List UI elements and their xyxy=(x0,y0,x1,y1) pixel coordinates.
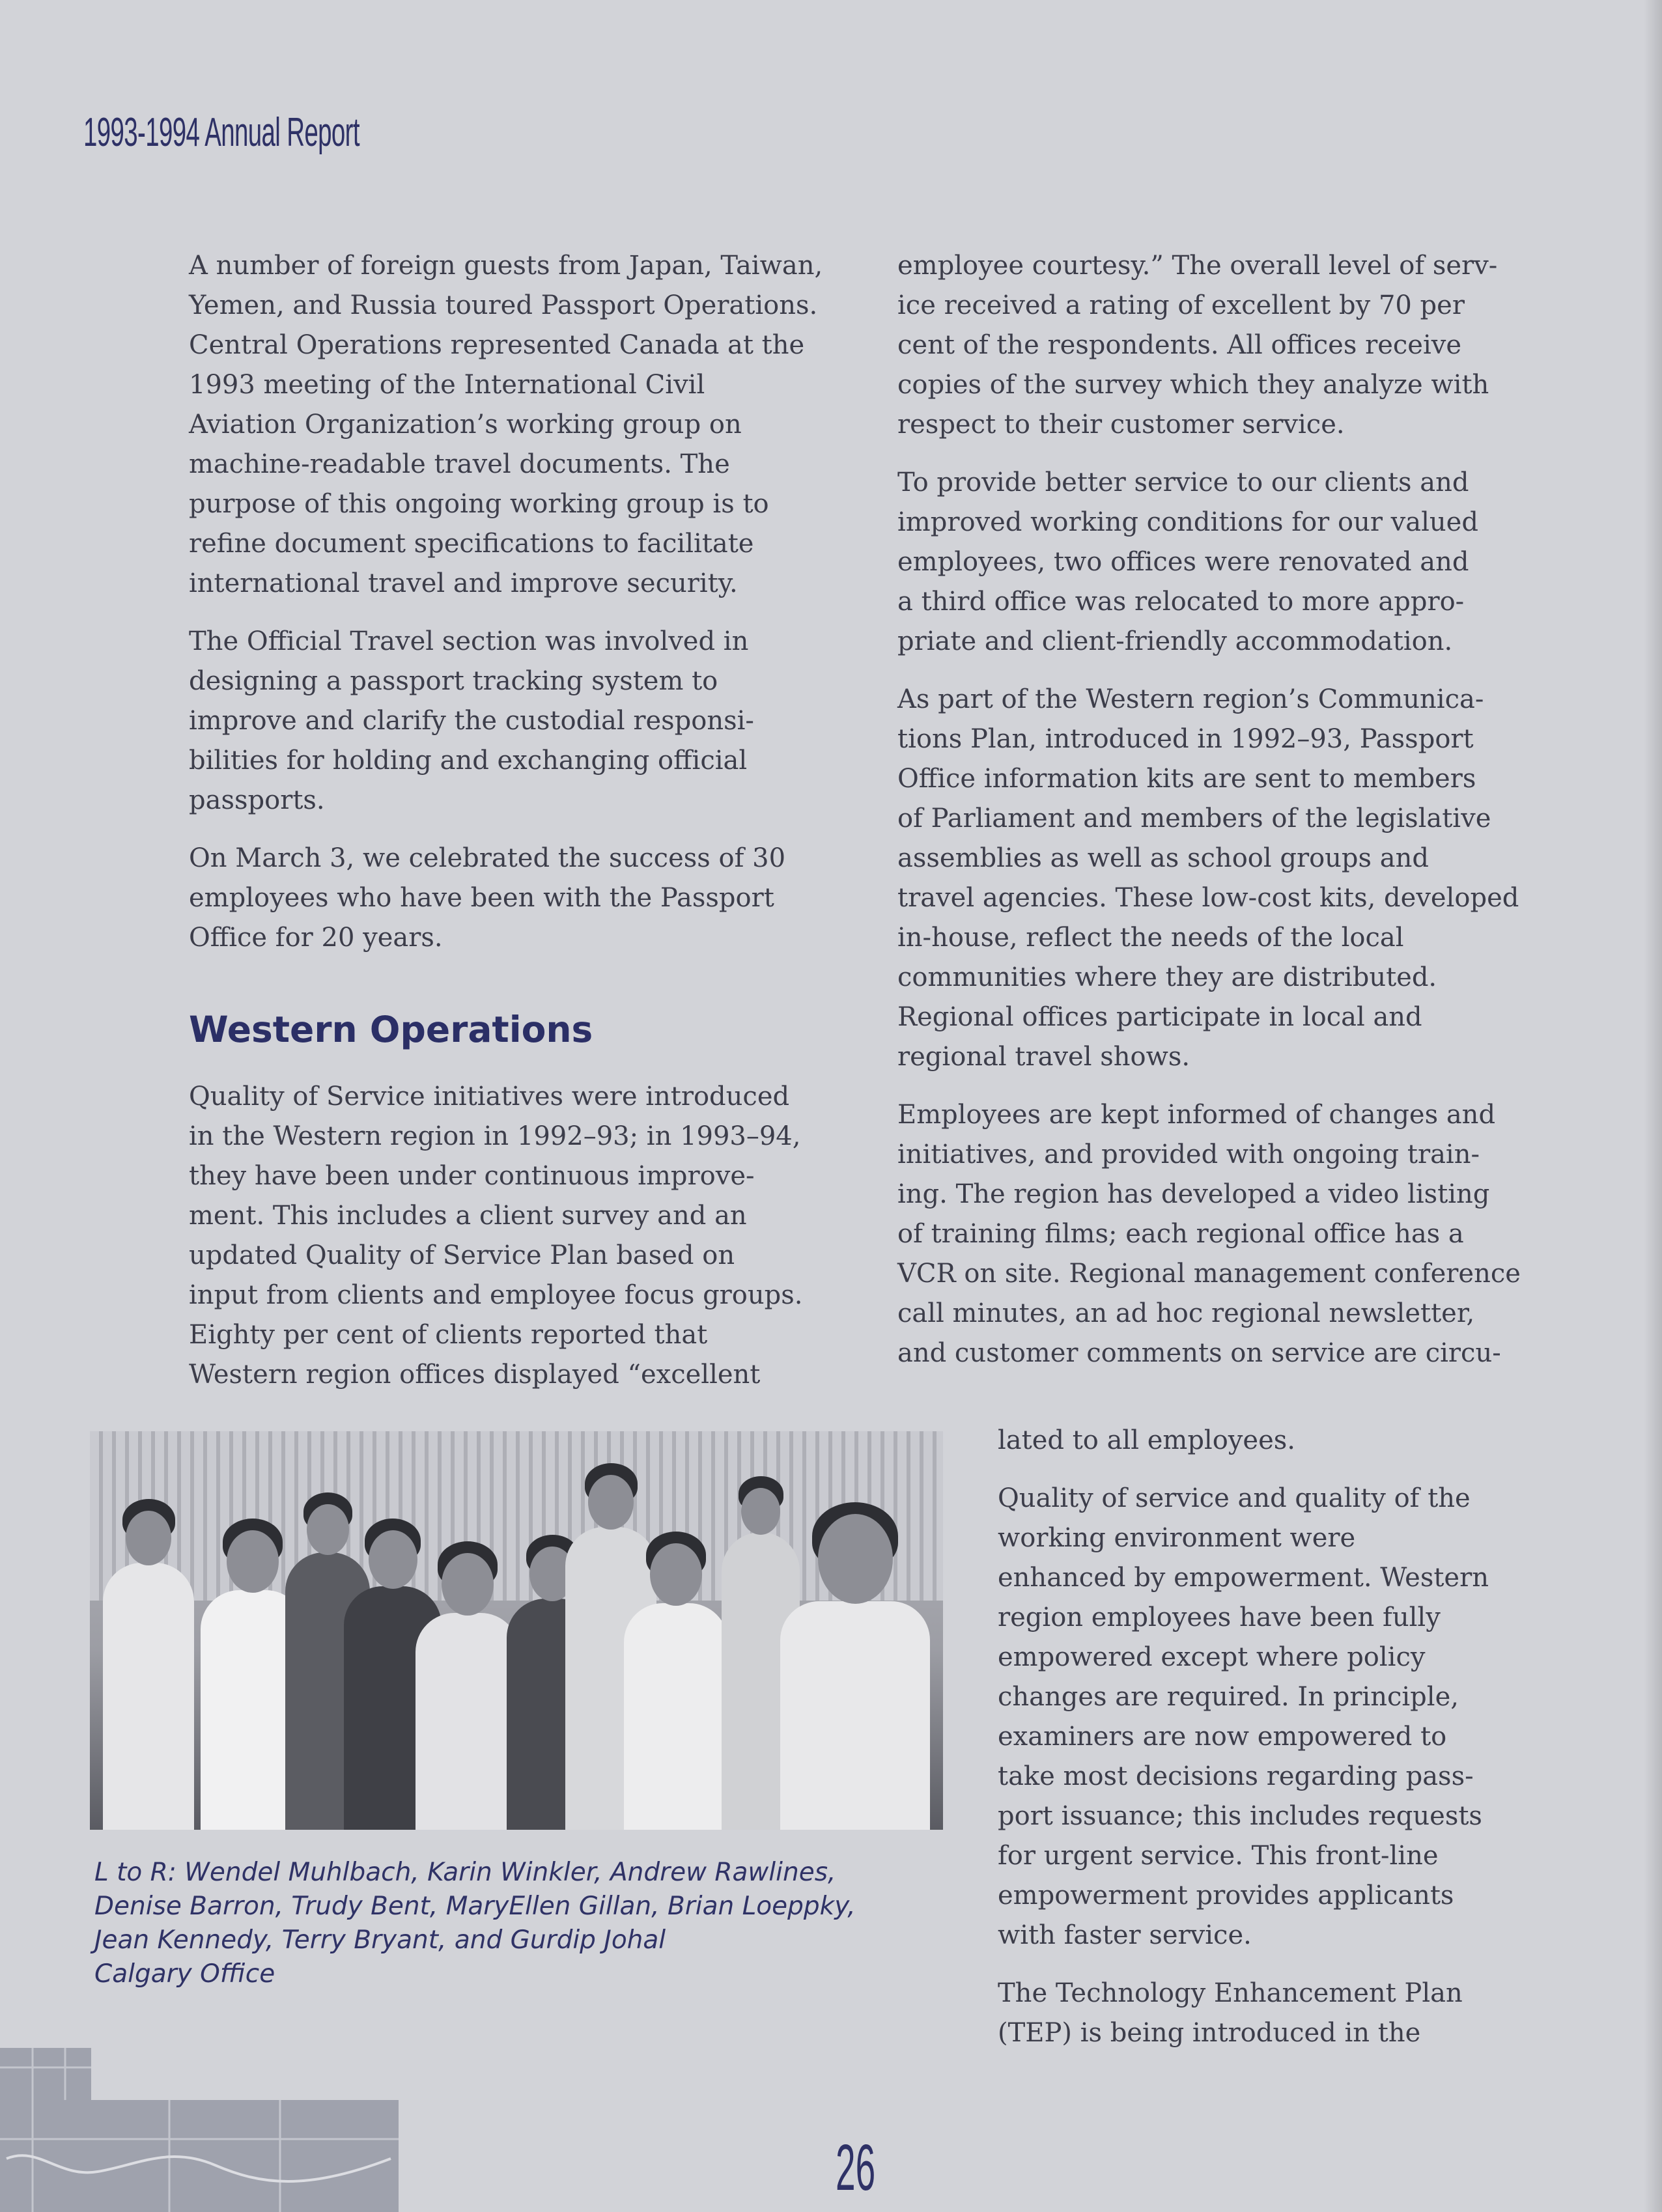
text-line: they have been under continuous improve- xyxy=(189,1161,755,1191)
text-line: designing a passport tracking system to xyxy=(189,666,718,696)
text-line: bilities for holding and exchanging official xyxy=(189,746,748,776)
text-line: As part of the Western region’s Communica- xyxy=(897,684,1484,714)
text-line: examiners are now empowered to xyxy=(998,1722,1447,1752)
text-line: Quality of Service initiatives were introduced xyxy=(189,1082,790,1112)
text-line: ing. The region has developed a video listing xyxy=(897,1179,1490,1209)
caption-line: Jean Kennedy, Terry Bryant, and Gurdip Johal xyxy=(94,1925,666,1955)
text-line: (TEP) is being introduced in the xyxy=(998,2018,1421,2048)
right-column-narrow xyxy=(998,1421,1525,2071)
text-line: assemblies as well as school groups and xyxy=(897,843,1429,873)
text-line: updated Quality of Service Plan based on xyxy=(189,1240,735,1270)
text-line: priate and client-friendly accommodation. xyxy=(897,626,1453,656)
text-line: in-house, reflect the needs of the local xyxy=(897,923,1404,953)
running-head: 1993-1994 Annual Report xyxy=(83,110,359,155)
text-line: copies of the survey which they analyze with xyxy=(897,370,1489,400)
caption-line: Calgary Office xyxy=(94,1959,275,1989)
text-line: respect to their customer service. xyxy=(897,410,1345,440)
text-line: lated to all employees. xyxy=(998,1425,1295,1455)
text-line: regional travel shows. xyxy=(897,1042,1190,1072)
photo-person xyxy=(416,1545,520,1830)
text-line: passports. xyxy=(189,785,325,815)
text-line: tions Plan, introduced in 1992–93, Passport xyxy=(897,724,1474,754)
photo-person xyxy=(103,1503,194,1830)
text-line: Central Operations represented Canada at the xyxy=(189,330,805,360)
section-heading-western-operations: Western Operations xyxy=(189,1009,593,1050)
caption-line: L to R: Wendel Muhlbach, Karin Winkler, Andrew Rawlines, xyxy=(94,1858,836,1887)
text-line: changes are required. In principle, xyxy=(998,1682,1459,1712)
text-line: initiatives, and provided with ongoing train- xyxy=(897,1140,1480,1169)
text-line: purpose of this ongoing working group is to xyxy=(189,489,769,519)
text-line: Yemen, and Russia toured Passport Operations. xyxy=(189,290,818,320)
photo-person xyxy=(780,1506,930,1830)
photo-caption xyxy=(94,1856,954,1991)
paragraph xyxy=(897,680,1523,1077)
paragraph xyxy=(998,1974,1525,2053)
text-line: in the Western region in 1992–93; in 1993–94, xyxy=(189,1121,801,1151)
caption-line: Denise Barron, Trudy Bent, MaryEllen Gillan, Brian Loeppky, xyxy=(94,1892,856,1921)
text-line: To provide better service to our clients and xyxy=(897,468,1469,497)
text-line: for urgent service. This front-line xyxy=(998,1841,1439,1871)
text-line: travel agencies. These low-cost kits, developed xyxy=(897,883,1519,913)
text-line: VCR on site. Regional management conference xyxy=(897,1259,1521,1289)
paragraph xyxy=(897,246,1523,445)
paragraph xyxy=(189,246,821,604)
text-line: a third office was relocated to more appro- xyxy=(897,587,1465,617)
text-line: and customer comments on service are circu- xyxy=(897,1338,1501,1368)
text-line: international travel and improve security. xyxy=(189,568,738,598)
text-line: call minutes, an ad hoc regional newsletter, xyxy=(897,1298,1475,1328)
text-line: employees, two offices were renovated and xyxy=(897,547,1469,577)
paragraph xyxy=(998,1479,1525,1955)
text-line: with faster service. xyxy=(998,1920,1252,1950)
group-photo xyxy=(90,1431,943,1830)
text-line: empowered except where policy xyxy=(998,1642,1426,1672)
text-line: Eighty per cent of clients reported that xyxy=(189,1320,708,1350)
text-line: communities where they are distributed. xyxy=(897,962,1437,992)
text-line: Office for 20 years. xyxy=(189,923,443,953)
text-line: Aviation Organization’s working group on xyxy=(189,410,742,440)
text-line: employee courtesy.” The overall level of serv- xyxy=(897,251,1498,281)
text-line: 1993 meeting of the International Civil xyxy=(189,370,705,400)
left-column xyxy=(189,246,821,1413)
text-line: improved working conditions for our valued xyxy=(897,507,1478,537)
text-line: Western region offices displayed “excellent xyxy=(189,1360,761,1390)
text-line: region employees have been fully xyxy=(998,1603,1441,1632)
text-line: Office information kits are sent to members xyxy=(897,764,1476,794)
text-line: empowerment provides applicants xyxy=(998,1881,1454,1911)
text-line: refine document specifications to facilitate xyxy=(189,529,754,559)
text-line: port issuance; this includes requests xyxy=(998,1801,1482,1831)
text-line: take most decisions regarding pass- xyxy=(998,1761,1474,1791)
text-line: machine-readable travel documents. The xyxy=(189,449,730,479)
text-line: ice received a rating of excellent by 70 per xyxy=(897,290,1465,320)
text-line: A number of foreign guests from Japan, Taiwan, xyxy=(189,251,823,281)
paragraph xyxy=(897,463,1523,662)
text-line: Regional offices participate in local and xyxy=(897,1002,1422,1032)
text-line: On March 3, we celebrated the success of 30 xyxy=(189,843,786,873)
text-line: enhanced by empowerment. Western xyxy=(998,1563,1489,1593)
text-line: employees who have been with the Passport xyxy=(189,883,774,913)
text-line: Employees are kept informed of changes and xyxy=(897,1100,1496,1130)
photo-person xyxy=(624,1535,728,1830)
paragraph xyxy=(189,1077,821,1395)
paragraph xyxy=(189,622,821,820)
text-line: working environment were xyxy=(998,1523,1356,1553)
paragraph xyxy=(897,1095,1523,1373)
paragraph xyxy=(189,839,821,958)
map-corner-graphic xyxy=(0,2048,399,2212)
text-line: of Parliament and members of the legislative xyxy=(897,804,1491,833)
right-column xyxy=(897,246,1523,1392)
text-line: of training films; each regional office has a xyxy=(897,1219,1464,1249)
paragraph xyxy=(998,1421,1525,1461)
text-line: The Official Travel section was involved in xyxy=(189,626,749,656)
text-line: The Technology Enhancement Plan xyxy=(998,1978,1463,2008)
text-line: improve and clarify the custodial responsi- xyxy=(189,706,754,736)
page-number: 26 xyxy=(836,2131,876,2204)
text-line: input from clients and employee focus groups. xyxy=(189,1280,803,1310)
text-line: ment. This includes a client survey and an xyxy=(189,1201,747,1231)
text-line: cent of the respondents. All offices receive xyxy=(897,330,1462,360)
text-line: Quality of service and quality of the xyxy=(998,1483,1471,1513)
page-edge-shadow xyxy=(1644,0,1662,2212)
